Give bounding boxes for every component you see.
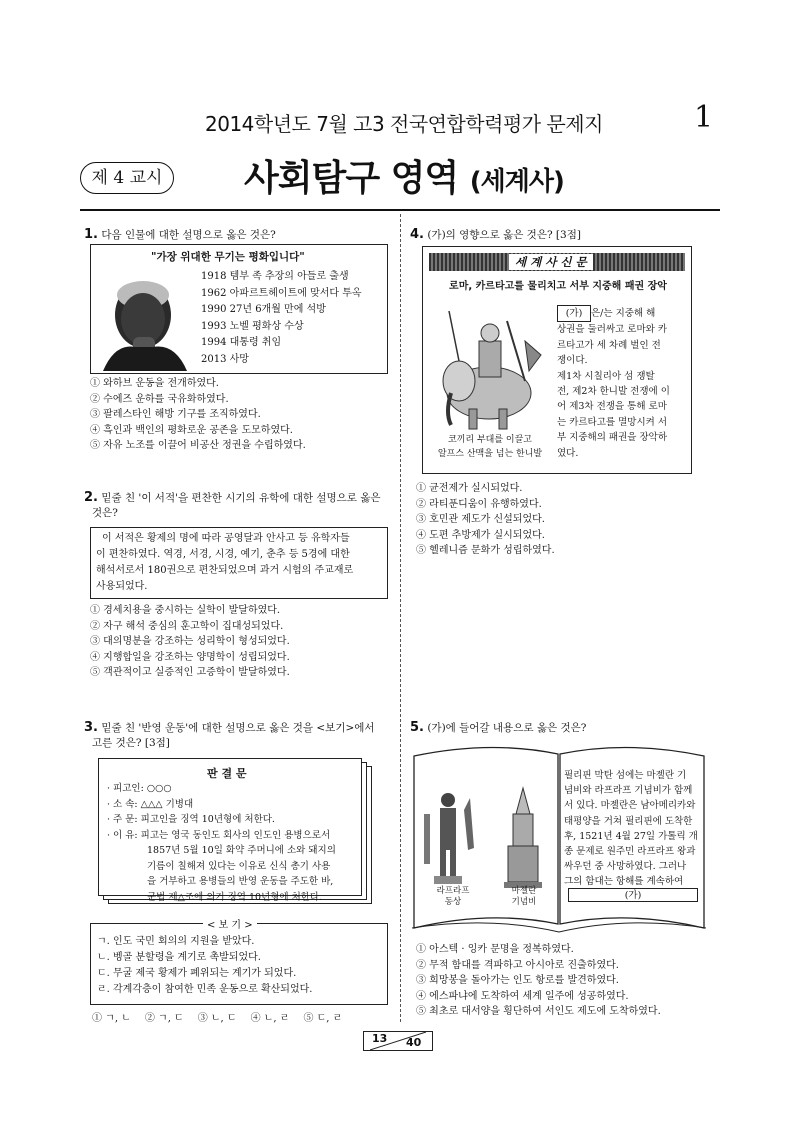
q3-prompt-line: 밑줄 친 '반영 운동'에 대한 설명으로 옳은 것을 <보기>에서: [101, 722, 375, 734]
q2-passage-box: [90, 527, 388, 599]
verdict-row: [107, 781, 359, 797]
article-first: 은/는 지중해 해: [591, 308, 656, 319]
q3-choice[interactable]: ② ㄱ, ㄷ: [144, 1013, 184, 1024]
q1-quote: "가장 위대한 무기는 평화입니다": [151, 251, 305, 263]
verdict-title: 판 결 문: [207, 767, 247, 780]
article-line: [557, 305, 689, 322]
verdict-reason: [107, 843, 359, 905]
verdict-key: · 주 문:: [107, 814, 138, 825]
q1-option[interactable]: ③ 팔레스타인 해방 기구를 조직하였다.: [90, 409, 261, 420]
q4-option[interactable]: ③ 호민관 제도가 신설되었다.: [416, 514, 545, 525]
book-text-line: 종 문제로 원주민 라프라프 왕과: [564, 846, 696, 858]
caption-line: 코끼리 부대를 이끌고: [448, 435, 532, 445]
verdict-value: 피고는 영국 동인도 회사의 인도인 용병으로서: [140, 829, 331, 841]
verdict-body: [107, 781, 359, 905]
q4-option[interactable]: ② 라티푼디움이 유행하였다.: [416, 498, 542, 510]
timeline-item: 2013 사망: [201, 353, 249, 365]
article-line: 르타고가 세 차례 벌인 전: [557, 339, 661, 351]
q5-blank-box: (가): [568, 888, 698, 902]
timeline-item: 1994 대통령 취임: [201, 337, 282, 348]
verdict-key: · 소 속:: [107, 798, 138, 810]
q1-timeline: [201, 269, 362, 368]
q1-prompt-text: 다음 인물에 대한 설명으로 옳은 것은?: [101, 229, 276, 241]
newspaper-banner: [429, 253, 685, 271]
total-pages: 40: [406, 1036, 422, 1049]
statue-label-line: 동상: [444, 897, 462, 907]
q5-option[interactable]: ④ 에스파냐에 도착하여 세계 일주에 성공하였다.: [416, 990, 629, 1002]
verdict-value: 피고인을 징역 10년형에 처한다.: [140, 814, 275, 825]
q2-prompt-line: 것은?: [92, 507, 118, 519]
page-number: 1: [694, 100, 714, 135]
period-badge: 제 4 교시: [80, 162, 174, 194]
header-rule: [80, 209, 720, 211]
current-page: 13: [372, 1032, 388, 1045]
q1-profile-box: [90, 244, 388, 374]
book-text-line: 싸우던 중 사망하였다. 그러나: [564, 861, 687, 873]
verdict-document: [98, 758, 362, 903]
bogi-list: [97, 934, 312, 998]
q2-option[interactable]: ⑤ 객관적이고 실증적인 고증학이 발달하였다.: [90, 667, 290, 678]
q4-option[interactable]: ① 균전제가 실시되었다.: [416, 483, 523, 494]
q5-option[interactable]: ② 무적 함대를 격파하고 아시아로 진출하였다.: [416, 959, 619, 971]
q4-prompt: [410, 227, 581, 243]
q1-option[interactable]: ② 수에즈 운하를 국유화하였다.: [90, 393, 229, 405]
newspaper-name: 세 계 사 신 문: [509, 254, 593, 270]
article-line: 어 제3차 전쟁을 통해 로마: [557, 401, 667, 413]
portrait-image: [95, 273, 193, 371]
q2-option[interactable]: ① 경세치용을 중시하는 실학이 발달하였다.: [90, 605, 281, 616]
q5-prompt: [410, 720, 586, 736]
q1-option[interactable]: ④ 흑인과 백인의 평화로운 공존을 도모하였다.: [90, 424, 293, 436]
timeline-item: 1918 템부 족 추장의 아들로 출생: [201, 271, 349, 282]
book-text-line: 념비와 라프라프 기념비가 함께: [564, 785, 693, 797]
article-line: 부 지중해의 패권을 장악하: [557, 432, 668, 444]
q4-options: [416, 481, 555, 559]
reason-line: 기름이 칠해져 있다는 이유로 신식 총기 사용: [147, 860, 331, 872]
q3-prompt: [84, 720, 394, 751]
q3-choice[interactable]: ④ ㄴ, ㄹ: [250, 1013, 290, 1024]
q5-option[interactable]: ⑤ 최초로 대서양을 횡단하여 서인도 제도에 도착하였다.: [416, 1006, 661, 1017]
q4-option[interactable]: ⑤ 헬레니즘 문화가 성립하였다.: [416, 545, 555, 556]
q5-book-text: [564, 768, 702, 890]
verdict-value: △△△ 기병대: [140, 798, 194, 810]
exam-title: 2014학년도 7월 고3 전국연합학력평가 문제지: [205, 112, 603, 136]
book-text-line: 후, 1521년 4월 27일 가톨릭 개: [564, 830, 698, 842]
subject-main: 사회탐구 영역: [244, 158, 459, 199]
newspaper-headline: 로마, 카르타고를 물리치고 서부 지중해 패권 장악: [449, 281, 667, 292]
verdict-row: [107, 828, 359, 844]
q2-passage-line: 사용되었다.: [96, 581, 148, 592]
q2-prompt-line: 밑줄 친 '이 서적'을 편찬한 시기의 유학에 대한 설명으로 옳은: [101, 492, 381, 504]
book-text-line: 필리핀 막탄 섬에는 마젤란 기: [564, 770, 687, 781]
q4-prompt-text: (가)의 영향으로 옳은 것은? [3점]: [427, 229, 581, 241]
article-text: [557, 305, 689, 461]
q4-option[interactable]: ④ 도편 추방제가 실시되었다.: [416, 529, 545, 541]
q1-options: [90, 376, 306, 454]
q1-number: 1.: [84, 227, 98, 242]
q3-choice[interactable]: ⑤ ㄷ, ㄹ: [303, 1013, 343, 1024]
article-line: 쟁이다.: [557, 355, 588, 367]
timeline-item: 1962 아파르트헤이트에 맞서다 투옥: [201, 287, 362, 299]
book-text-line: 그의 함대는 항해를 계속하여: [564, 876, 684, 888]
q2-passage-line: 해석서로서 180권으로 편찬되었으며 과거 시험의 주교재로: [96, 565, 354, 576]
q2-passage-line: 이 편찬하였다. 역경, 서경, 시경, 예기, 춘추 등 5경에 대한: [96, 549, 350, 560]
q4-number: 4.: [410, 227, 424, 242]
q5-number: 5.: [410, 720, 424, 735]
statue-label-line: 라프라프: [436, 886, 470, 896]
q5-prompt-text: (가)에 들어갈 내용으로 옳은 것은?: [427, 722, 587, 734]
statue-label-line: 마젤란: [511, 886, 537, 896]
q2-prompt: [84, 490, 394, 521]
bogi-item: ㄴ. 벵골 분할령을 계기로 촉발되었다.: [97, 952, 261, 963]
reason-line: 을 거부하고 용병들의 반영 운동을 주도한 바,: [147, 876, 334, 887]
q1-option[interactable]: ⑤ 자유 노조를 이끌어 비공산 정권을 수립하였다.: [90, 440, 306, 451]
statue-label-line: 기념비: [511, 897, 537, 907]
verdict-key: · 피고인:: [107, 783, 144, 794]
q2-option[interactable]: ④ 지행합일을 강조하는 양명학이 성립되었다.: [90, 651, 290, 663]
verdict-row: [107, 812, 359, 828]
book-text-line: 서 있다. 마젤란은 남아메리카와: [564, 800, 696, 812]
subject-title: [244, 150, 564, 201]
article-line: 상권을 둘러싸고 로마와 카: [557, 324, 668, 336]
article-line: 였다.: [557, 447, 579, 459]
verdict-value: ○○○: [146, 783, 172, 794]
bogi-box: [90, 920, 388, 1005]
page-counter: [363, 1031, 433, 1051]
q3-number: 3.: [84, 720, 98, 735]
q2-option[interactable]: ② 자구 해석 중심의 훈고학이 집대성되었다.: [90, 620, 284, 632]
bogi-item: ㄱ. 인도 국민 회의의 지원을 받았다.: [97, 936, 255, 947]
q3-choice[interactable]: ① ㄱ, ㄴ: [92, 1013, 131, 1024]
lapulapu-label: [433, 886, 473, 908]
article-line: 는 카르타고를 멸망시켜 서: [557, 416, 668, 428]
column-divider: [400, 214, 401, 1022]
magellan-label: [504, 886, 544, 908]
q1-prompt: [84, 227, 276, 243]
bogi-item: ㄹ. 각계각층이 참여한 민족 운동으로 확산되었다.: [97, 984, 313, 995]
verdict-row: [107, 797, 359, 813]
subject-sub: (세계사): [469, 167, 564, 197]
q3-choices: [92, 1011, 342, 1027]
reason-line: 군법 제△조에 의거 징역 10년형에 처한다.: [147, 891, 323, 903]
q5-option[interactable]: ① 아스텍 · 잉카 문명을 정복하였다.: [416, 944, 574, 955]
q1-option[interactable]: ① 와하브 운동을 전개하였다.: [90, 378, 219, 389]
bogi-title: < 보 기 >: [203, 916, 257, 931]
q2-option[interactable]: ③ 대의명분을 강조하는 성리학이 형성되었다.: [90, 636, 290, 647]
newspaper-box: [422, 246, 692, 474]
timeline-item: 1993 노벨 평화상 수상: [201, 320, 304, 332]
illustration-caption: [431, 433, 549, 461]
q2-passage-line: 이 서적은 황제의 명에 따라 공영달과 안사고 등 유학자들: [102, 533, 350, 544]
reason-line: 1857년 5월 10일 화약 주머니에 소와 돼지의: [147, 845, 336, 856]
q2-options: [90, 603, 290, 681]
blank-ga: (가): [557, 305, 591, 322]
q5-option[interactable]: ③ 희망봉을 돌아가는 인도 항로를 발견하였다.: [416, 975, 619, 986]
article-line: 전, 제2차 한니발 전쟁에 이: [557, 386, 670, 398]
q2-number: 2.: [84, 490, 98, 505]
caption-line: 알프스 산맥을 넘는 한니발: [437, 449, 543, 459]
q3-choice[interactable]: ③ ㄴ, ㄷ: [197, 1013, 237, 1024]
hannibal-illustration: [429, 301, 549, 431]
q3-prompt-line: 고른 것은? [3점]: [92, 737, 170, 749]
q5-options: [416, 942, 661, 1020]
timeline-item: 1990 27년 6개월 만에 석방: [201, 304, 326, 315]
verdict-key: · 이 유:: [107, 829, 138, 841]
bogi-item: ㄷ. 무굴 제국 황제가 폐위되는 계기가 되었다.: [97, 968, 297, 979]
article-line: 제1차 시칠리아 섬 쟁탈: [557, 370, 655, 382]
book-text-line: 태평양을 거쳐 필리핀에 도착한: [564, 815, 693, 827]
